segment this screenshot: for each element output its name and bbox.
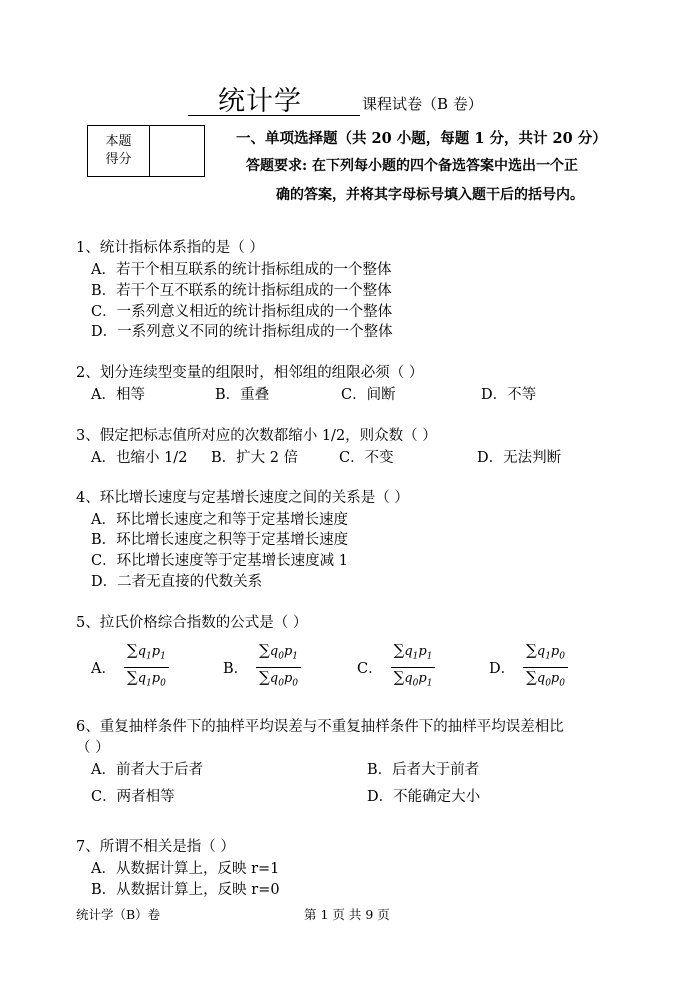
- formula-d-num-q: 1: [545, 651, 551, 662]
- question-4-option-a: A．环比增长速度之和等于定基增长速度: [91, 512, 348, 528]
- question-6-option-a: A．前者大于后者: [91, 762, 203, 778]
- question-6-option-b: B．后者大于前者: [367, 762, 480, 778]
- question-3-option-b: B．扩大 2 倍: [211, 450, 299, 466]
- question-5-option-a-letter: A．: [91, 660, 116, 677]
- question-3-option-c: C．不变: [339, 450, 394, 466]
- score-blank-cell: [150, 126, 205, 177]
- question-5-option-d-letter: D．: [489, 660, 516, 677]
- formula-b-num-q: 0: [278, 651, 284, 662]
- section-title: 一、单项选择题（共 20 小题，每题 1 分，共计 20 分）: [236, 130, 607, 147]
- question-4-option-b: B．环比增长速度之积等于定基增长速度: [91, 532, 349, 548]
- question-1-option-b: B．若干个互不联系的统计指标组成的一个整体: [91, 283, 392, 299]
- score-label-line2: 得分: [105, 152, 132, 167]
- footer-left: 统计学（B）卷: [76, 907, 161, 922]
- question-5-option-a: [91, 641, 169, 693]
- question-7-option-a: A．从数据计算上，反映 r=1: [91, 861, 280, 877]
- question-4-stem: 4、环比增长速度与定基增长速度之间的关系是（ ）: [76, 490, 409, 506]
- question-4-option-c: C．环比增长速度等于定基增长速度减 1: [91, 553, 348, 569]
- formula-a-num-p: 1: [160, 651, 166, 662]
- formula-c: $\frac{\sum q_1p_1}{\sum q_0p_1}$: [391, 641, 436, 693]
- question-5-option-b-letter: B．: [223, 660, 249, 677]
- question-6-stem-line1: 6、重复抽样条件下的抽样平均误差与不重复抽样条件下的抽样平均误差相比: [76, 719, 564, 735]
- formula-c-num-q: 1: [412, 651, 419, 662]
- question-2-option-a: A．相等: [91, 387, 145, 403]
- answer-requirement-line2: 确的答案，并将其字母标号填入题干后的括号内。: [276, 187, 584, 203]
- formula-c-den-q: 0: [412, 678, 419, 689]
- question-2-option-b: B．重叠: [215, 387, 270, 403]
- question-7-option-b: B．从数据计算上，反映 r=0: [91, 882, 280, 898]
- question-1-stem: 1、统计指标体系指的是（ ）: [76, 240, 264, 256]
- question-4-option-d: D．二者无直接的代数关系: [91, 574, 263, 590]
- question-2-stem: 2、划分连续型变量的组限时，相邻组的组限必须（ ）: [76, 365, 424, 381]
- formula-d-den-p: 0: [559, 678, 565, 689]
- question-2-option-d: D．不等: [481, 387, 537, 403]
- question-1-option-c: C．一系列意义相近的统计指标组成的一个整体: [91, 304, 393, 320]
- question-3-option-a: A．也缩小 1/2: [91, 450, 188, 466]
- exam-title-suffix: 课程试卷（B 卷）: [362, 95, 483, 113]
- formula-c-num-p: 1: [426, 651, 433, 662]
- formula-b-num-p: 1: [292, 651, 298, 662]
- question-5-option-c: [357, 641, 435, 693]
- formula-c-den-p: 1: [426, 678, 433, 689]
- question-5-option-b: [223, 641, 301, 693]
- formula-a: $\frac{\sum q_1p_1}{\sum q_1p_0}$: [124, 641, 169, 693]
- question-6-stem-line2: （ ）: [76, 740, 110, 756]
- score-label: [88, 126, 150, 177]
- question-6-option-d: D．不能确定大小: [367, 789, 481, 805]
- score-box: [87, 125, 205, 177]
- exam-subject: 统计学: [218, 86, 302, 117]
- question-5-option-d: [489, 641, 568, 693]
- question-5-stem: 5、拉氏价格综合指数的公式是（ ）: [76, 615, 308, 631]
- formula-b-den-q: 0: [278, 678, 284, 689]
- question-7-stem: 7、所谓不相关是指（ ）: [76, 839, 235, 855]
- question-3-stem: 3、假定把标志值所对应的次数都缩小 1/2，则众数（ ）: [76, 428, 437, 444]
- formula-d-num-p: 0: [559, 651, 565, 662]
- question-5-option-c-letter: C．: [357, 660, 383, 677]
- question-6-option-c: C．两者相等: [91, 789, 175, 805]
- formula-d-den-q: 0: [545, 678, 551, 689]
- formula-d: $\frac{\sum q_1p_0}{\sum q_0p_0}$: [523, 641, 568, 693]
- formula-a-num-q: 1: [146, 651, 152, 662]
- formula-b-den-p: 0: [292, 678, 298, 689]
- question-3-option-d: D．无法判断: [477, 450, 562, 466]
- question-2-option-c: C．间断: [341, 387, 396, 403]
- formula-a-den-p: 0: [160, 678, 166, 689]
- question-1-option-d: D．一系列意义不同的统计指标组成的一个整体: [91, 324, 393, 340]
- formula-b: $\frac{\sum q_0p_1}{\sum q_0p_0}$: [256, 641, 301, 693]
- formula-a-den-q: 1: [146, 678, 152, 689]
- footer-page-number: 第 1 页 共 9 页: [304, 907, 390, 922]
- score-label-line1: 本题: [105, 134, 132, 149]
- answer-requirement-line1: 答题要求: 在下列每小题的四个备选答案中选出一个正: [246, 158, 579, 174]
- question-1-option-a: A．若干个相互联系的统计指标组成的一个整体: [91, 262, 392, 278]
